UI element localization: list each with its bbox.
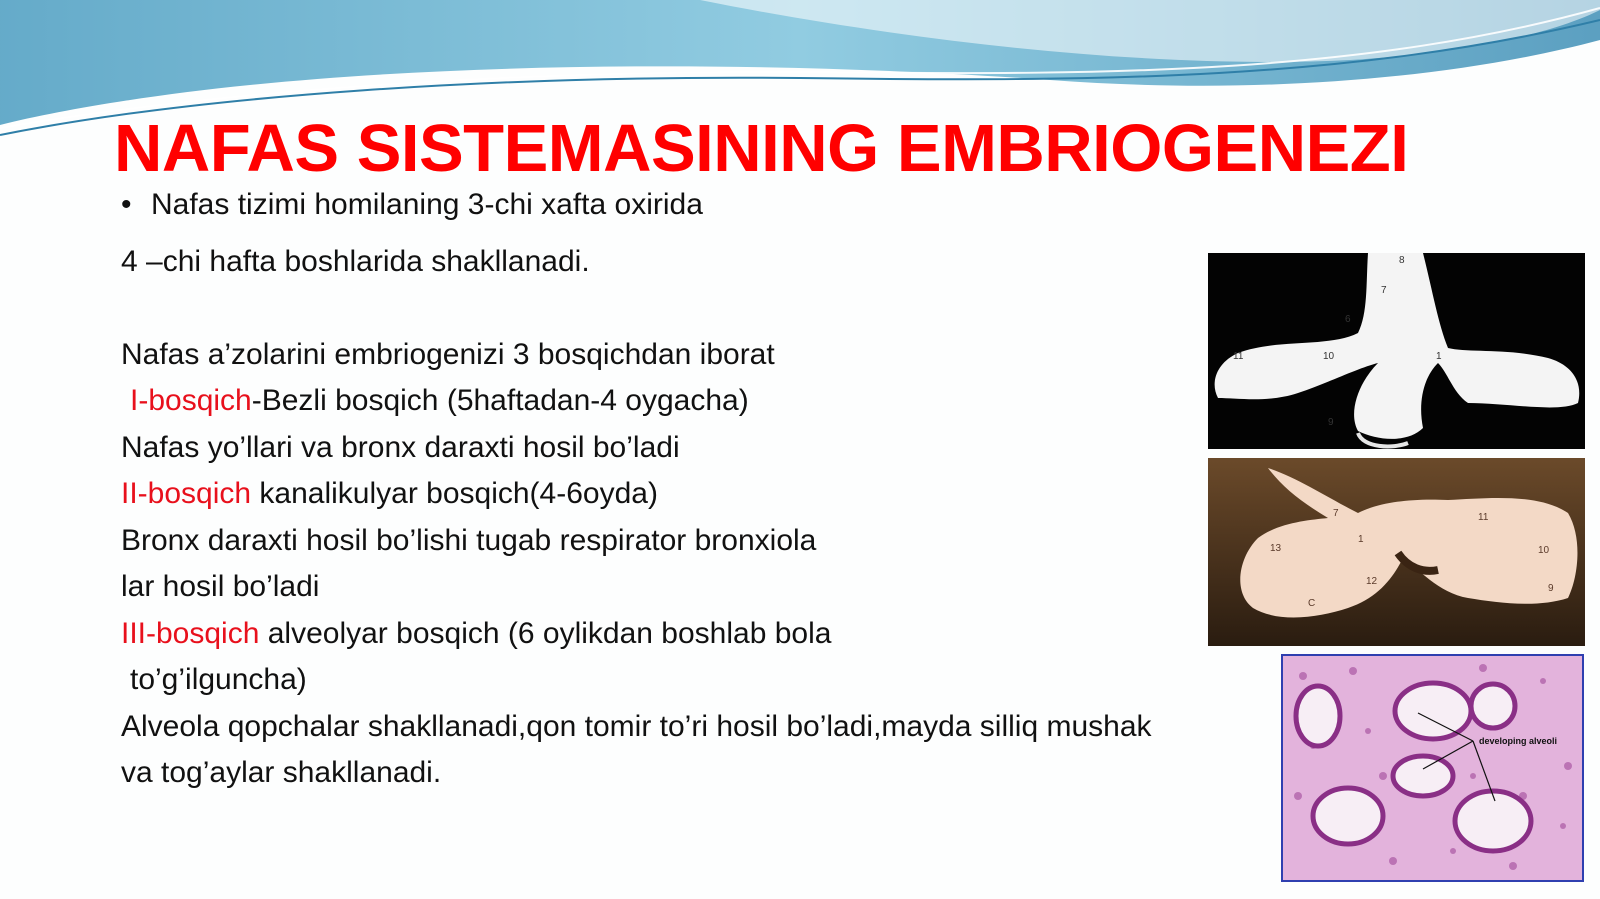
text-line-12: va tog’aylar shakllanadi. (121, 756, 442, 789)
img2-label-1: 1 (1358, 534, 1364, 545)
text-line-11: Alveola qopchalar shakllanadi,qon tomir to’ri hosil bo’ladi,mayda silliq mushak (121, 709, 1152, 743)
developing-alveoli-label: developing alveoli (1479, 736, 1558, 746)
img1-label-9: 9 (1328, 417, 1334, 428)
stage-2-label: II-bosqich (121, 477, 252, 510)
lung-specimen-image (1208, 458, 1585, 646)
stage-2-description: kanalikulyar bosqich(4-6oyda) (251, 477, 658, 510)
img2-label-10: 10 (1538, 545, 1550, 556)
text-line-2: 4 –chi hafta boshlarida shakllanadi. (121, 245, 590, 278)
stage-1-label: I-bosqich (130, 384, 252, 417)
img1-label-6: 6 (1345, 314, 1351, 325)
stage-1-description: -Bezli bosqich (5haftadan-4 oygacha) (251, 384, 749, 417)
img2-label-12: 12 (1366, 576, 1378, 587)
bullet-marker: • (121, 188, 132, 221)
img2-label-13: 13 (1270, 543, 1282, 554)
stage-3-description: alveolyar bosqich (6 oylikdan boshlab bola (259, 616, 832, 650)
img1-label-1: 1 (1436, 351, 1442, 362)
stage-1-line (121, 378, 1281, 425)
text-line-8: lar hosil bo’ladi (121, 570, 320, 603)
img2-label-9: 9 (1548, 583, 1554, 594)
stage-2-line (121, 471, 1281, 518)
alveoli-histology-image (1281, 654, 1584, 882)
img2-label-c: C (1308, 598, 1316, 609)
text-line-10: to’g’ilguncha) (130, 663, 307, 696)
img2-label-11: 11 (1478, 512, 1489, 523)
img2-label-7: 7 (1333, 508, 1339, 519)
lung-cast-image (1208, 253, 1585, 449)
text-line-1: Nafas tizimi homilaning 3-chi xafta oxirida (151, 188, 703, 221)
text-line-3: Nafas a’zolarini embriogenizi 3 bosqichdan iborat (121, 337, 775, 371)
img1-label-8: 8 (1399, 255, 1405, 266)
stage-3-line (121, 611, 1281, 658)
bullet-line (121, 187, 1281, 223)
img1-label-10: 10 (1323, 351, 1335, 362)
spacer (121, 286, 1281, 332)
slide-title: NAFAS SISTEMASINING EMBRIOGENEZI (114, 111, 1409, 186)
img1-label-7: 7 (1381, 285, 1387, 296)
text-line-5: Nafas yo’llari va bronx daraxti hosil bo’ladi (121, 430, 680, 464)
slide-body (121, 187, 1281, 797)
stage-3-label: III-bosqich (121, 616, 260, 650)
text-line-7: Bronx daraxti hosil bo’lishi tugab respirator bronxiola (121, 523, 817, 557)
img1-label-11: 11 (1233, 351, 1244, 362)
